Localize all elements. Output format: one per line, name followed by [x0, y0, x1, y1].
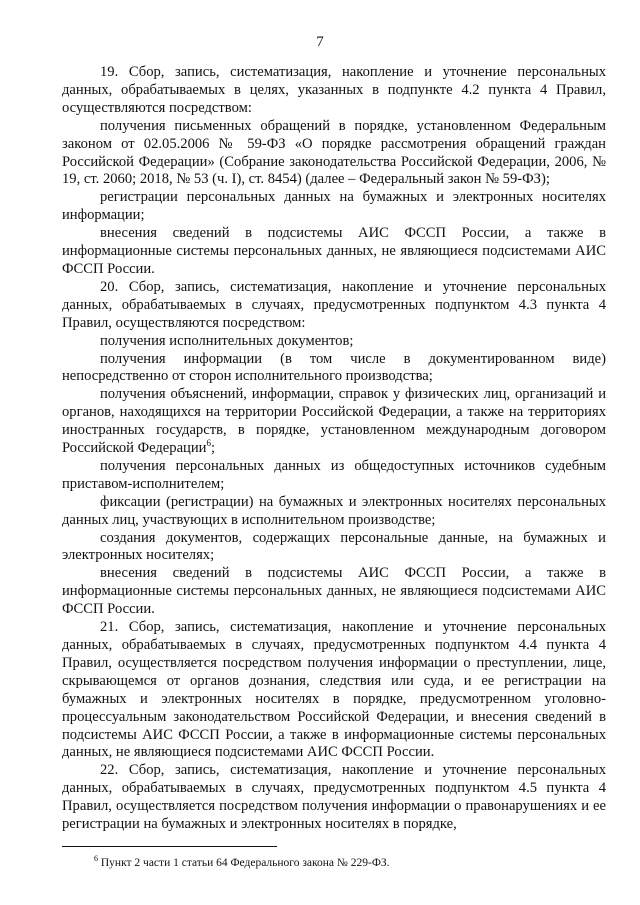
page-number: 7 — [316, 34, 324, 50]
list-item: внесения сведений в подсистемы АИС ФССП России, а также в информационные системы персональных данных, не являющиеся подсистемами АИС ФССП России. — [62, 225, 606, 277]
paragraph-22: 22. Сбор, запись, систематизация, накопление и уточнение персональных данных, обрабатываемых в случаях, предусмотренных подпунктом 4.5 пункта 4 Правил, осуществляется посредством получения информации о правонарушениях и ее регистрации на бумажных и электронных носителях в порядке, — [62, 762, 606, 833]
list-item: получения исполнительных документов; — [100, 332, 354, 349]
list-item: получения информации (в том числе в документированном виде) непосредственно от сторон исполнительного производства; — [62, 350, 606, 385]
list-item: получения письменных обращений в порядке, установленном Федеральным законом от 02.05.2006 № 59-ФЗ «О порядке рассмотрения обращений граждан Российской Федерации» (Собрание законодательства Российской Федерации, 2006, № 19, ст. 2060; 2018, № 53 (ч. I), ст. 8454) (далее – Федеральный закон № 59-ФЗ); — [62, 117, 606, 188]
list-item: внесения сведений в подсистемы АИС ФССП России, а также в информационные системы персональных данных, не являющиеся подсистемами АИС ФССП России. — [62, 565, 606, 618]
list-item: получения персональных данных из общедоступных источников судебным приставом-исполнителем; — [62, 457, 606, 492]
list-item: фиксации (регистрации) на бумажных и электронных носителях персональных данных лиц, участвующих в исполнительном производстве; — [62, 493, 606, 528]
list-item-with-footnote — [62, 386, 606, 458]
footnote — [94, 852, 606, 870]
paragraph-20: 20. Сбор, запись, систематизация, накопление и уточнение персональных данных, обрабатываемых в случаях, предусмотренных подпунктом 4.3 пункта 4 Правил, осуществляются посредством: — [62, 278, 606, 331]
list-item: создания документов, содержащих персональные данные, на бумажных и электронных носителях; — [62, 529, 606, 564]
footnote-marker: 6 — [94, 854, 98, 863]
list-item-text: получения объяснений, информации, справок у физических лиц, организаций и органов, находящихся на территории Российской Федерации, а также на территориях иностранных государств, в порядке, установленном международным договором Российской Федерации — [62, 386, 606, 457]
paragraph-19: 19. Сбор, запись, систематизация, накопление и уточнение персональных данных, обрабатываемых в целях, указанных в подпункте 4.2 пункта 4 Правил, осуществляются посредством: — [62, 64, 606, 116]
paragraph-21: 21. Сбор, запись, систематизация, накопление и уточнение персональных данных, обрабатываемых в случаях, предусмотренных подпунктом 4.4 пункта 4 Правил, осуществляется посредством получения информации о преступлении, лице, скрывающемся от органов дознания, следствия или суда, и ее регистрации на бумажных и электронных носителях в порядке, предусмотренном уголовно-процессуальным законодательством Российской Федерации, и внесения сведений в подсистемы АИС ФССП России, а также в информационные системы персональных данных, не являющиеся подсистемами АИС ФССП России. — [62, 619, 606, 761]
list-item: регистрации персональных данных на бумажных и электронных носителях информации; — [62, 189, 606, 224]
footnote-text: Пункт 2 части 1 статьи 64 Федерального закона № 229-ФЗ. — [100, 856, 390, 869]
footnote-reference: 6 — [206, 438, 211, 449]
body-text — [62, 64, 606, 834]
footnote-divider — [62, 846, 277, 847]
list-item-tail: ; — [211, 440, 216, 457]
